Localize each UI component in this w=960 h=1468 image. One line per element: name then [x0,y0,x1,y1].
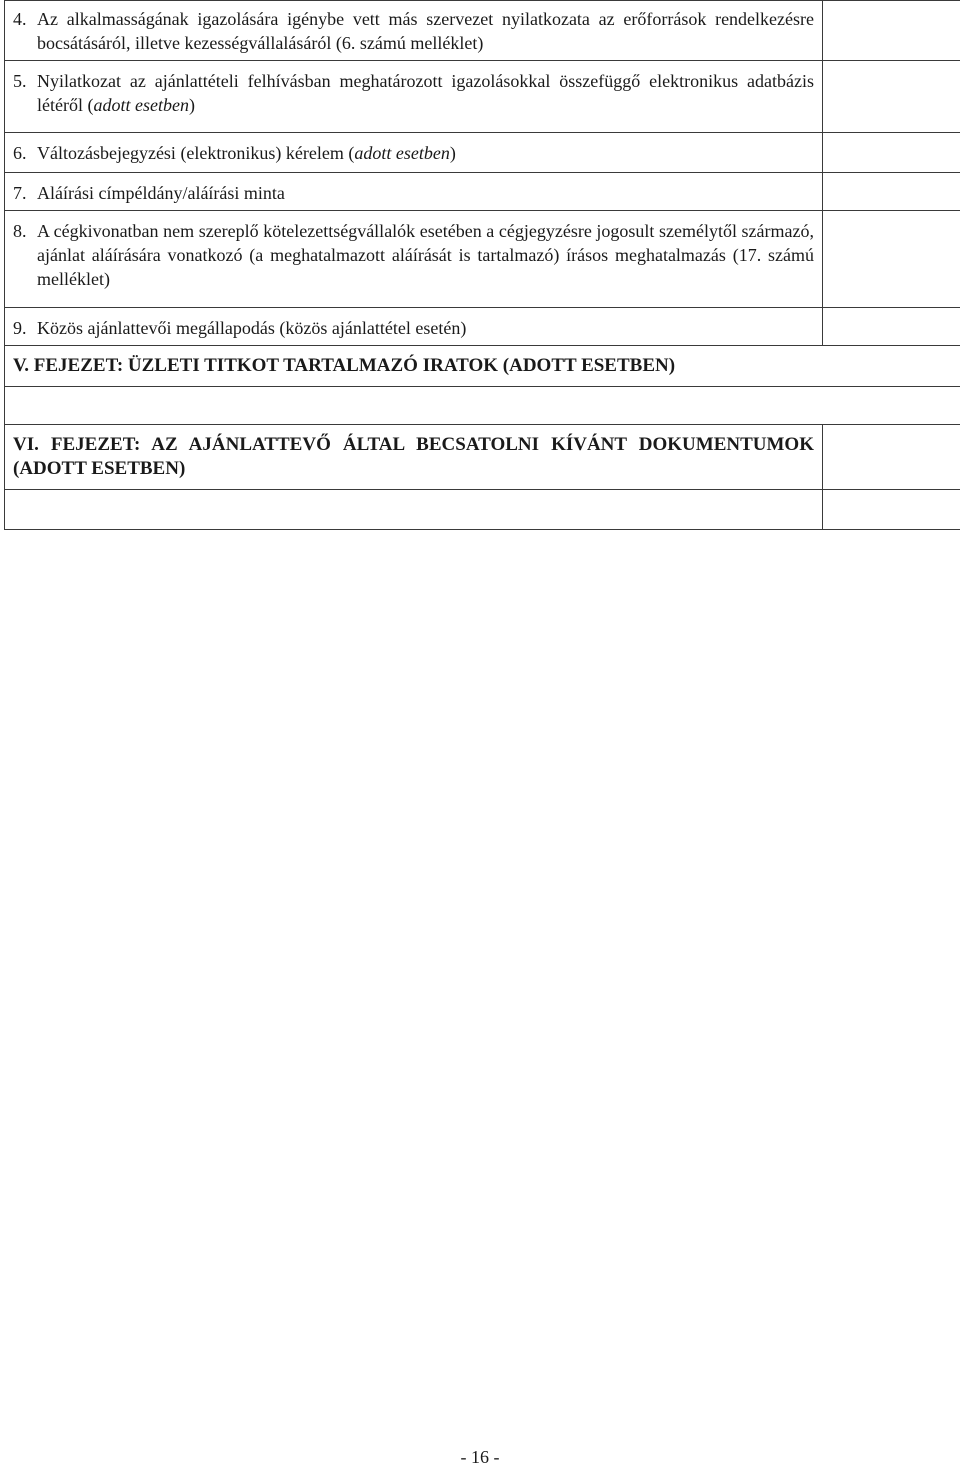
table-row [5,425,960,490]
item-number: 6. [13,141,37,165]
empty-cell [823,1,960,61]
item-text-part: Változásbejegyzési (elektronikus) kérelem ( [37,143,354,163]
item-number: 5. [13,69,37,117]
empty-cell [823,308,960,346]
item-number: 4. [13,7,37,55]
table-row [5,1,960,61]
table-row [5,346,960,387]
item-text-part: Nyilatkozat az ajánlattételi felhívásban meghatározott igazolásokkal összefüggő elektronikus adatbázis létéről ( [37,71,814,115]
item-text [37,141,814,165]
page-number: - 16 - [0,1446,960,1468]
document-table [4,0,960,530]
list-item [5,133,823,173]
table-row [5,211,960,308]
chapter-vi-heading: VI. FEJEZET: AZ AJÁNLATTEVŐ ÁLTAL BECSATOLNI KÍVÁNT DOKUMENTUMOK (ADOTT ESETBEN) [5,425,822,489]
table-row [5,490,960,530]
table-row [5,308,960,346]
chapter-v-heading-cell [5,346,960,387]
item-number: 7. [13,181,37,205]
empty-cell [5,387,960,425]
table-row [5,61,960,133]
item-text-italic: adott esetben [354,143,449,163]
empty-cell [823,133,960,173]
empty-cell [823,61,960,133]
item-text-italic: adott esetben [93,95,188,115]
item-text: Aláírási címpéldány/aláírási minta [37,181,814,205]
item-number: 8. [13,219,37,291]
list-item [5,211,823,308]
item-text: A cégkivonatban nem szereplő kötelezettségvállalók esetében a cégjegyzésre jogosult személytől származó, ajánlat aláírására vonatkozó (a meghatalmazott aláírását is tartalmazó) írásos meghatalmazás (17. számú melléklet) [37,219,814,291]
item-text [37,69,814,117]
table-row [5,387,960,425]
list-item [5,173,823,211]
empty-cell [5,490,823,530]
table-row [5,133,960,173]
empty-cell [823,425,960,490]
list-item [5,308,823,346]
empty-cell [823,490,960,530]
item-text-part: ) [450,143,456,163]
chapter-v-heading: V. FEJEZET: ÜZLETI TITKOT TARTALMAZÓ IRATOK (ADOTT ESETBEN) [5,346,960,386]
empty-cell [823,211,960,308]
list-item [5,1,823,61]
item-text: Az alkalmasságának igazolására igénybe vett más szervezet nyilatkozata az erőforrások rendelkezésre bocsátásáról, illetve kezességvállalásáról (6. számú melléklet) [37,7,814,55]
chapter-vi-heading-cell [5,425,823,490]
table-row [5,173,960,211]
item-text: Közös ajánlattevői megállapodás (közös ajánlattétel esetén) [37,316,814,340]
item-text-part: ) [189,95,195,115]
list-item [5,61,823,133]
item-number: 9. [13,316,37,340]
empty-cell [823,173,960,211]
